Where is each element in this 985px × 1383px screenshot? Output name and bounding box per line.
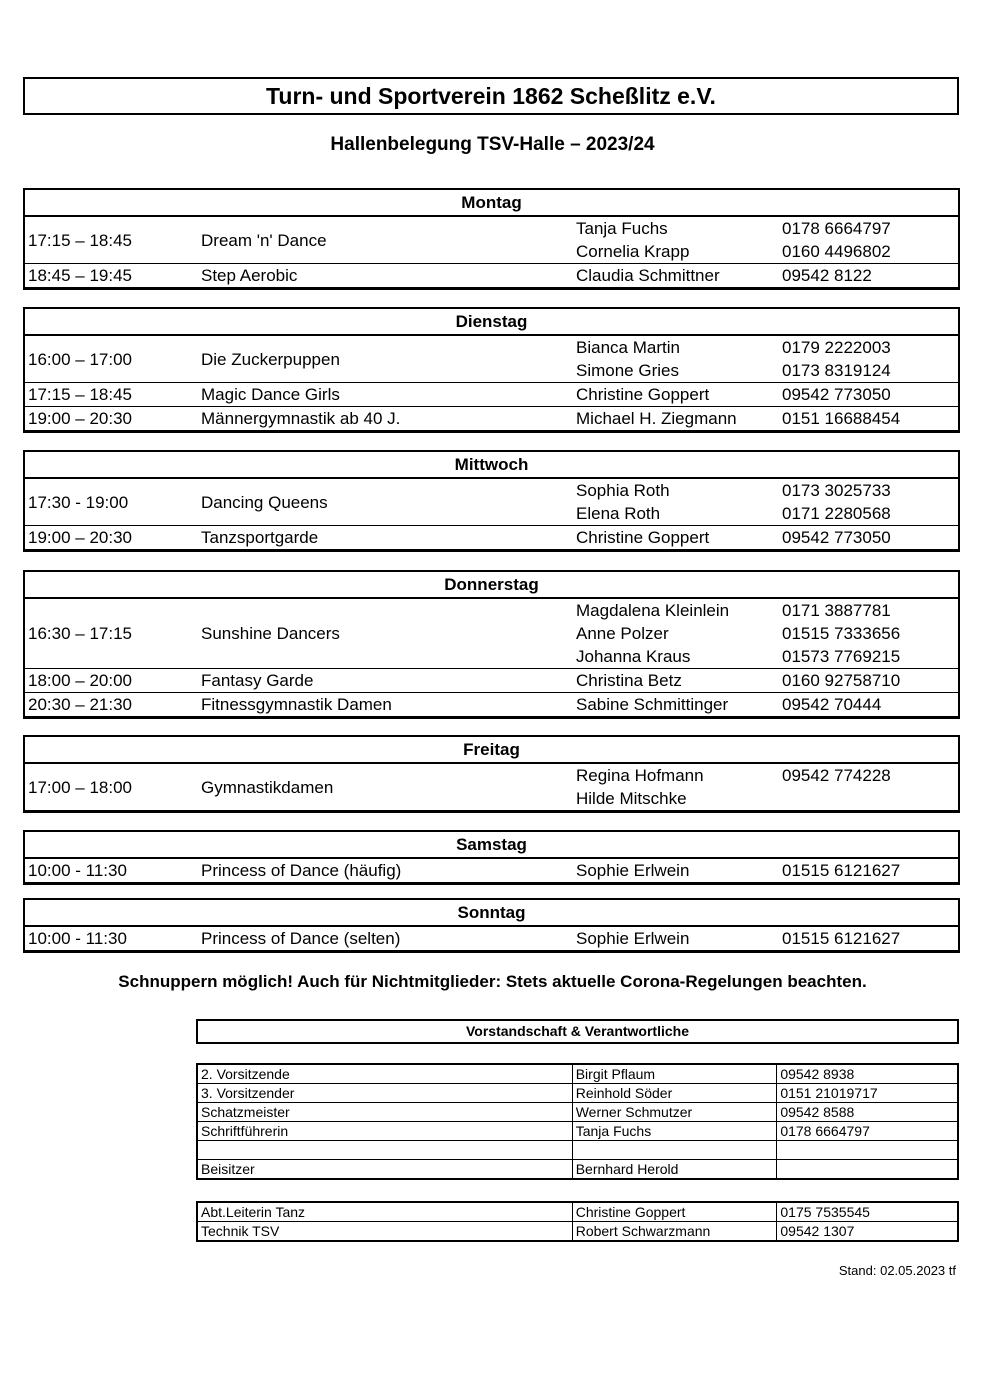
contact-name: Regina Hofmann: [576, 766, 704, 785]
department-table: [196, 1201, 959, 1242]
contact-name: Simone Gries: [576, 361, 679, 380]
contact-phone: 0179 2222003: [782, 338, 891, 357]
contact-phone: 0151 16688454: [782, 409, 901, 428]
contact-name: Anne Polzer: [576, 624, 669, 643]
schedule-row: [25, 383, 958, 407]
board-role: Technik TSV: [197, 1222, 572, 1242]
board-row: [197, 1160, 958, 1180]
contact-people: [576, 927, 689, 950]
contact-name: Elena Roth: [576, 504, 661, 523]
board-name: Tanja Fuchs: [572, 1122, 777, 1141]
time-slot: 20:30 – 21:30: [28, 695, 132, 714]
contact-phones: [782, 669, 900, 692]
contact-name: Claudia Schmittner: [576, 266, 720, 285]
time-slot: 16:30 – 17:15: [28, 624, 132, 643]
day-block-samstag: [23, 830, 960, 885]
group-name: Princess of Dance (häufig): [201, 861, 402, 880]
contact-people: [576, 599, 729, 668]
contact-name: Magdalena Kleinlein: [576, 601, 730, 620]
contact-phones: [782, 407, 900, 430]
board-row: [197, 1103, 958, 1122]
board-role: Beisitzer: [197, 1160, 572, 1180]
contact-phone: 0171 3887781: [782, 601, 891, 620]
contact-name: Christine Goppert: [576, 385, 710, 404]
contact-name: Sophie Erlwein: [576, 929, 690, 948]
schedule-row: [25, 927, 958, 950]
contact-name: Sophia Roth: [576, 481, 670, 500]
board-phone: 09542 1307: [777, 1222, 958, 1242]
club-title: Turn- und Sportverein 1862 Scheßlitz e.V.: [23, 77, 959, 115]
time-slot: 18:00 – 20:00: [28, 671, 132, 690]
day-block-donnerstag: [23, 570, 960, 719]
schedule-row: [25, 479, 958, 526]
schedule-row: [25, 859, 958, 882]
schedule-row: [25, 217, 958, 264]
board-role: 3. Vorsitzender: [197, 1084, 572, 1103]
schedule-row: [25, 407, 958, 430]
group-name: Gymnastikdamen: [201, 777, 334, 797]
contact-people: [576, 693, 728, 716]
time-slot: 10:00 - 11:30: [28, 861, 127, 880]
contact-phones: [782, 383, 891, 406]
time-slot: 17:00 – 18:00: [28, 777, 132, 797]
board-name: Reinhold Söder: [572, 1084, 777, 1103]
board-phone: 0175 7535545: [777, 1202, 958, 1222]
schedule-row: [25, 693, 958, 716]
board-phone: 09542 8938: [777, 1064, 958, 1084]
day-block-sonntag: [23, 898, 960, 953]
contact-phone: 01515 7333656: [782, 624, 901, 643]
day-block-mittwoch: [23, 450, 960, 552]
contact-people: [576, 764, 704, 810]
contact-phone: 09542 8122: [782, 266, 872, 285]
group-name: Sunshine Dancers: [201, 624, 340, 643]
board-phone: 0151 21019717: [777, 1084, 958, 1103]
trial-note: Schnuppern möglich! Auch für Nichtmitglieder: Stets aktuelle Corona-Regelungen beachten.: [118, 972, 867, 991]
contact-phones: [782, 264, 872, 287]
contact-phone: 0178 6664797: [782, 219, 891, 238]
contact-phones: [782, 479, 891, 525]
board-row: [197, 1202, 958, 1222]
board-row: [197, 1122, 958, 1141]
group-name: Princess of Dance (selten): [201, 929, 401, 948]
time-slot: 19:00 – 20:30: [28, 409, 132, 428]
time-slot: 18:45 – 19:45: [28, 266, 132, 285]
contact-people: [576, 217, 689, 263]
day-heading: Sonntag: [25, 900, 958, 927]
board-table: [196, 1063, 959, 1180]
contact-phone: 01573 7769215: [782, 647, 901, 666]
contact-phones: [782, 927, 900, 950]
stand-date: Stand: 02.05.2023 tf: [838, 1263, 956, 1278]
time-slot: 17:15 – 18:45: [28, 230, 132, 250]
day-heading: Montag: [25, 190, 958, 217]
day-heading: Samstag: [25, 832, 958, 859]
time-slot: 10:00 - 11:30: [28, 929, 127, 948]
schedule-row: [25, 264, 958, 287]
contact-phones: [782, 599, 900, 668]
contact-phone: 09542 70444: [782, 695, 882, 714]
contact-phone: 0173 3025733: [782, 481, 891, 500]
schedule-row: [25, 669, 958, 693]
schedule-row: [25, 336, 958, 383]
day-heading: Dienstag: [25, 309, 958, 336]
contact-name: Michael H. Ziegmann: [576, 409, 737, 428]
group-name: Tanzsportgarde: [201, 528, 319, 547]
contact-people: [576, 859, 689, 882]
board-phone: [777, 1141, 958, 1160]
contact-phones: [782, 336, 891, 382]
group-name: Step Aerobic: [201, 266, 298, 285]
day-heading: Donnerstag: [25, 572, 958, 599]
contact-phone: 09542 773050: [782, 385, 891, 404]
board-role: Schriftführerin: [197, 1122, 572, 1141]
contact-phone: 01515 6121627: [782, 861, 901, 880]
contact-name: Christine Goppert: [576, 528, 710, 547]
day-block-freitag: [23, 735, 960, 813]
contact-phones: [782, 764, 891, 787]
group-name: Dream 'n' Dance: [201, 230, 327, 250]
board-title: Vorstandschaft & Verantwortliche: [196, 1019, 959, 1044]
day-block-dienstag: [23, 307, 960, 433]
contact-phone: 0160 92758710: [782, 671, 901, 690]
contact-name: Bianca Martin: [576, 338, 680, 357]
contact-people: [576, 336, 680, 382]
contact-phones: [782, 859, 900, 882]
time-slot: 16:00 – 17:00: [28, 349, 132, 369]
contact-people: [576, 669, 682, 692]
group-name: Die Zuckerpuppen: [201, 349, 340, 369]
group-name: Fantasy Garde: [201, 671, 314, 690]
time-slot: 17:15 – 18:45: [28, 385, 132, 404]
day-block-montag: [23, 188, 960, 290]
contact-name: Sabine Schmittinger: [576, 695, 729, 714]
board-name: Robert Schwarzmann: [572, 1222, 777, 1242]
board-role: Schatzmeister: [197, 1103, 572, 1122]
board-role: 2. Vorsitzende: [197, 1064, 572, 1084]
board-name: Christine Goppert: [572, 1202, 777, 1222]
board-role: [197, 1141, 572, 1160]
board-phone: [777, 1160, 958, 1180]
contact-phones: [782, 693, 881, 716]
group-name: Dancing Queens: [201, 492, 328, 512]
board-name: [572, 1141, 777, 1160]
contact-name: Christina Betz: [576, 671, 682, 690]
schedule-row: [25, 599, 958, 669]
board-row: [197, 1141, 958, 1160]
contact-people: [576, 526, 709, 549]
contact-name: Sophie Erlwein: [576, 861, 690, 880]
contact-phone: 09542 773050: [782, 528, 891, 547]
contact-phone: 0160 4496802: [782, 242, 891, 261]
contact-people: [576, 383, 709, 406]
time-slot: 17:30 - 19:00: [28, 492, 129, 512]
schedule-row: [25, 526, 958, 549]
contact-name: Johanna Kraus: [576, 647, 691, 666]
contact-phone: 09542 774228: [782, 766, 891, 785]
board-name: Werner Schmutzer: [572, 1103, 777, 1122]
board-name: Birgit Pflaum: [572, 1064, 777, 1084]
contact-phone: 0171 2280568: [782, 504, 891, 523]
contact-phones: [782, 526, 891, 549]
contact-name: Tanja Fuchs: [576, 219, 668, 238]
schedule-row: [25, 764, 958, 810]
group-name: Magic Dance Girls: [201, 385, 340, 404]
board-role: Abt.Leiterin Tanz: [197, 1202, 572, 1222]
day-heading: Mittwoch: [25, 452, 958, 479]
contact-people: [576, 407, 737, 430]
board-name: Bernhard Herold: [572, 1160, 777, 1180]
board-row: [197, 1222, 958, 1242]
board-row: [197, 1064, 958, 1084]
board-row: [197, 1084, 958, 1103]
contact-name: Hilde Mitschke: [576, 789, 687, 808]
contact-phone: 0173 8319124: [782, 361, 891, 380]
contact-people: [576, 479, 670, 525]
contact-name: Cornelia Krapp: [576, 242, 690, 261]
board-phone: 09542 8588: [777, 1103, 958, 1122]
contact-phone: 01515 6121627: [782, 929, 901, 948]
contact-phones: [782, 217, 891, 263]
day-heading: Freitag: [25, 737, 958, 764]
group-name: Fitnessgymnastik Damen: [201, 695, 392, 714]
time-slot: 19:00 – 20:30: [28, 528, 132, 547]
group-name: Männergymnastik ab 40 J.: [201, 409, 401, 428]
schedule-subtitle: Hallenbelegung TSV-Halle – 2023/24: [330, 134, 655, 155]
contact-people: [576, 264, 720, 287]
board-phone: 0178 6664797: [777, 1122, 958, 1141]
